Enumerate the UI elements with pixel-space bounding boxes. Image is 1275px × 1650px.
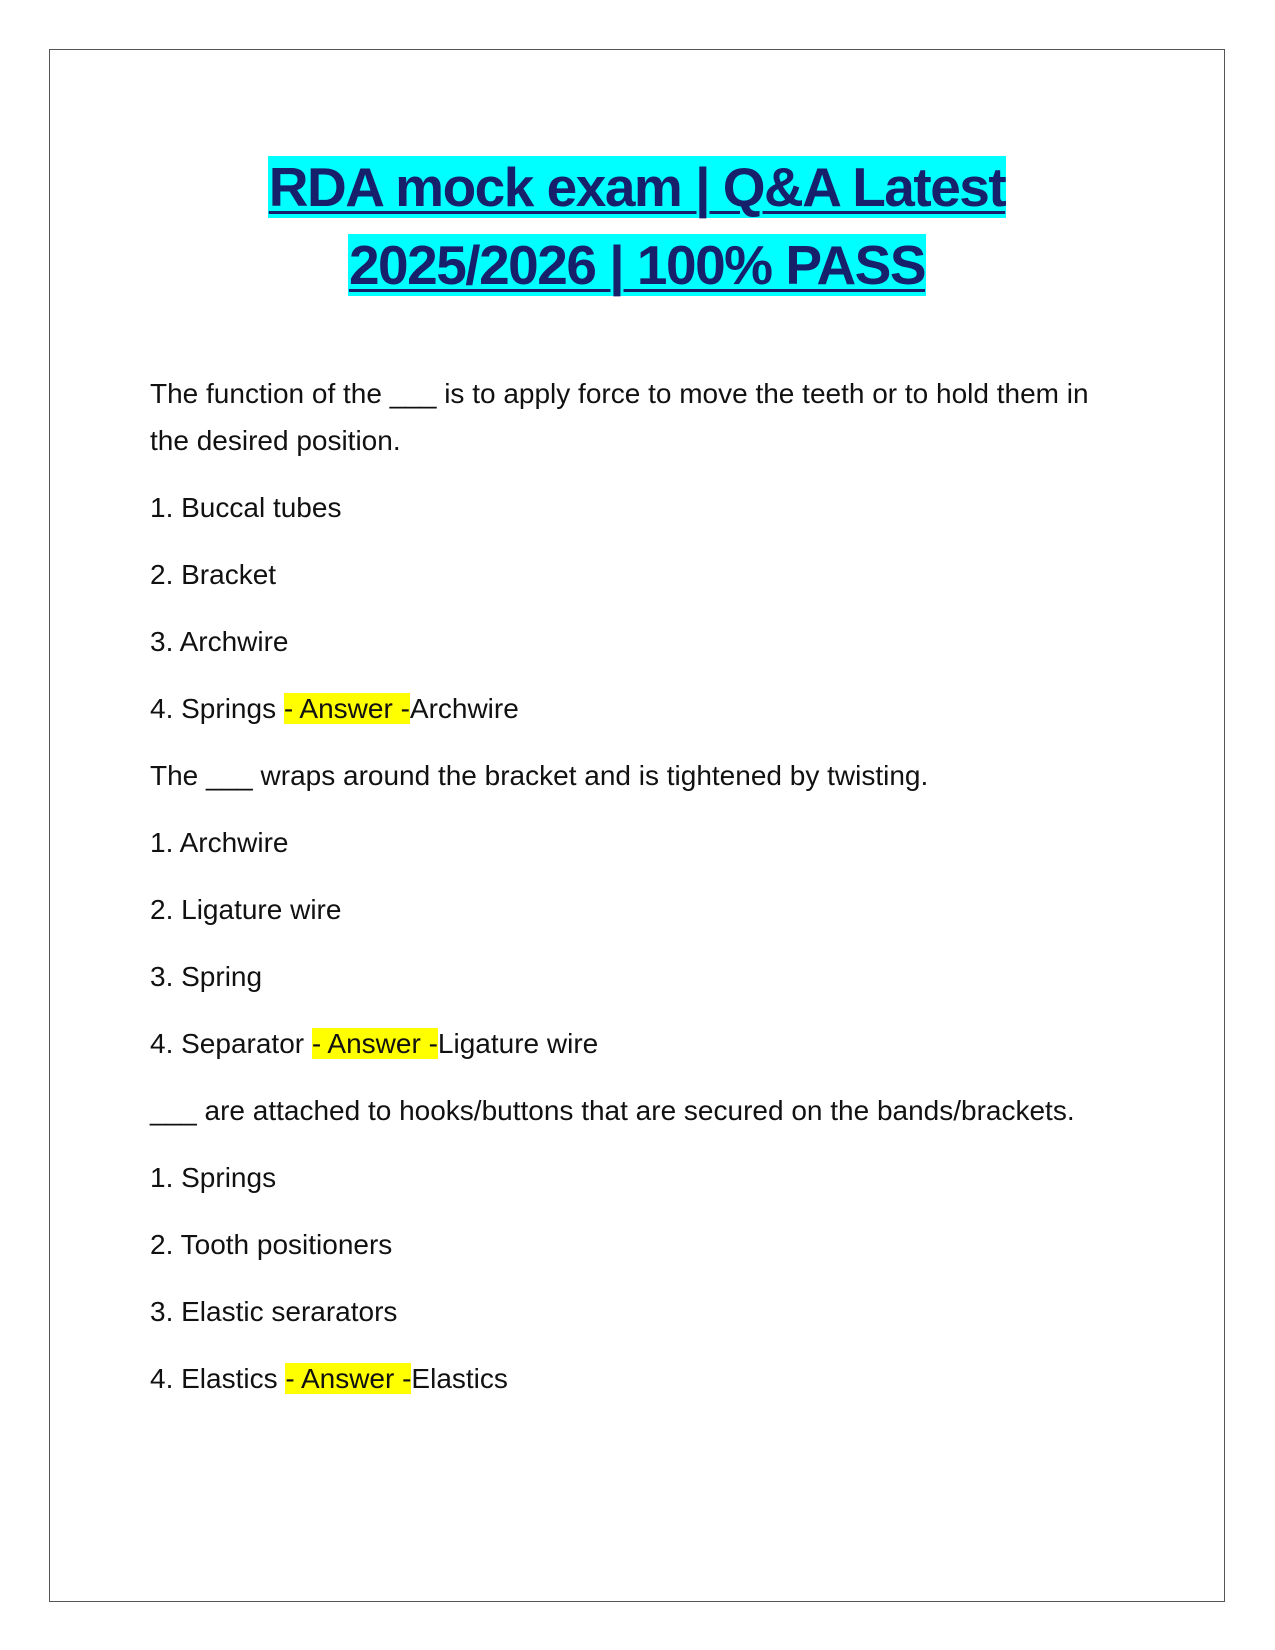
title-line-1: RDA mock exam | Q&A Latest	[268, 156, 1006, 218]
answer-value: Ligature wire	[437, 1028, 599, 1059]
answer-value: Archwire	[409, 693, 519, 724]
question-2-option-3: 3. Spring	[150, 961, 263, 992]
question-2-option-4-with-answer	[150, 1020, 1100, 1067]
question-3-option-3: 3. Elastic serarators	[150, 1296, 398, 1327]
question-2-prompt: The ___ wraps around the bracket and is tightened by twisting.	[150, 760, 929, 791]
document-title	[49, 148, 1225, 304]
answer-value: Elastics	[411, 1363, 508, 1394]
title-line-2: 2025/2026 | 100% PASS	[348, 234, 926, 296]
answer-highlight: - Answer -	[285, 1363, 412, 1394]
question-1-option-3: 3. Archwire	[150, 626, 289, 657]
answer-highlight: - Answer -	[311, 1028, 438, 1059]
question-list	[150, 370, 1100, 1422]
question-2-option-1: 1. Archwire	[150, 827, 289, 858]
question-2-option-2: 2. Ligature wire	[150, 894, 342, 925]
question-1-option-2: 2. Bracket	[150, 559, 277, 590]
question-3-prompt: ___ are attached to hooks/buttons that are secured on the bands/brackets.	[150, 1095, 1075, 1126]
question-1-option-1: 1. Buccal tubes	[150, 492, 342, 523]
question-1-option-4-with-answer	[150, 685, 1100, 732]
question-3-option-2: 2. Tooth positioners	[150, 1229, 393, 1260]
option-text: 4. Separator	[150, 1028, 312, 1059]
question-1-prompt: The function of the ___ is to apply force to move the teeth or to hold them in the desired position.	[150, 378, 1089, 456]
option-text: 4. Elastics	[150, 1363, 286, 1394]
question-3-option-4-with-answer	[150, 1355, 1100, 1402]
option-text: 4. Springs	[150, 693, 284, 724]
answer-highlight: - Answer -	[283, 693, 410, 724]
question-3-option-1: 1. Springs	[150, 1162, 277, 1193]
